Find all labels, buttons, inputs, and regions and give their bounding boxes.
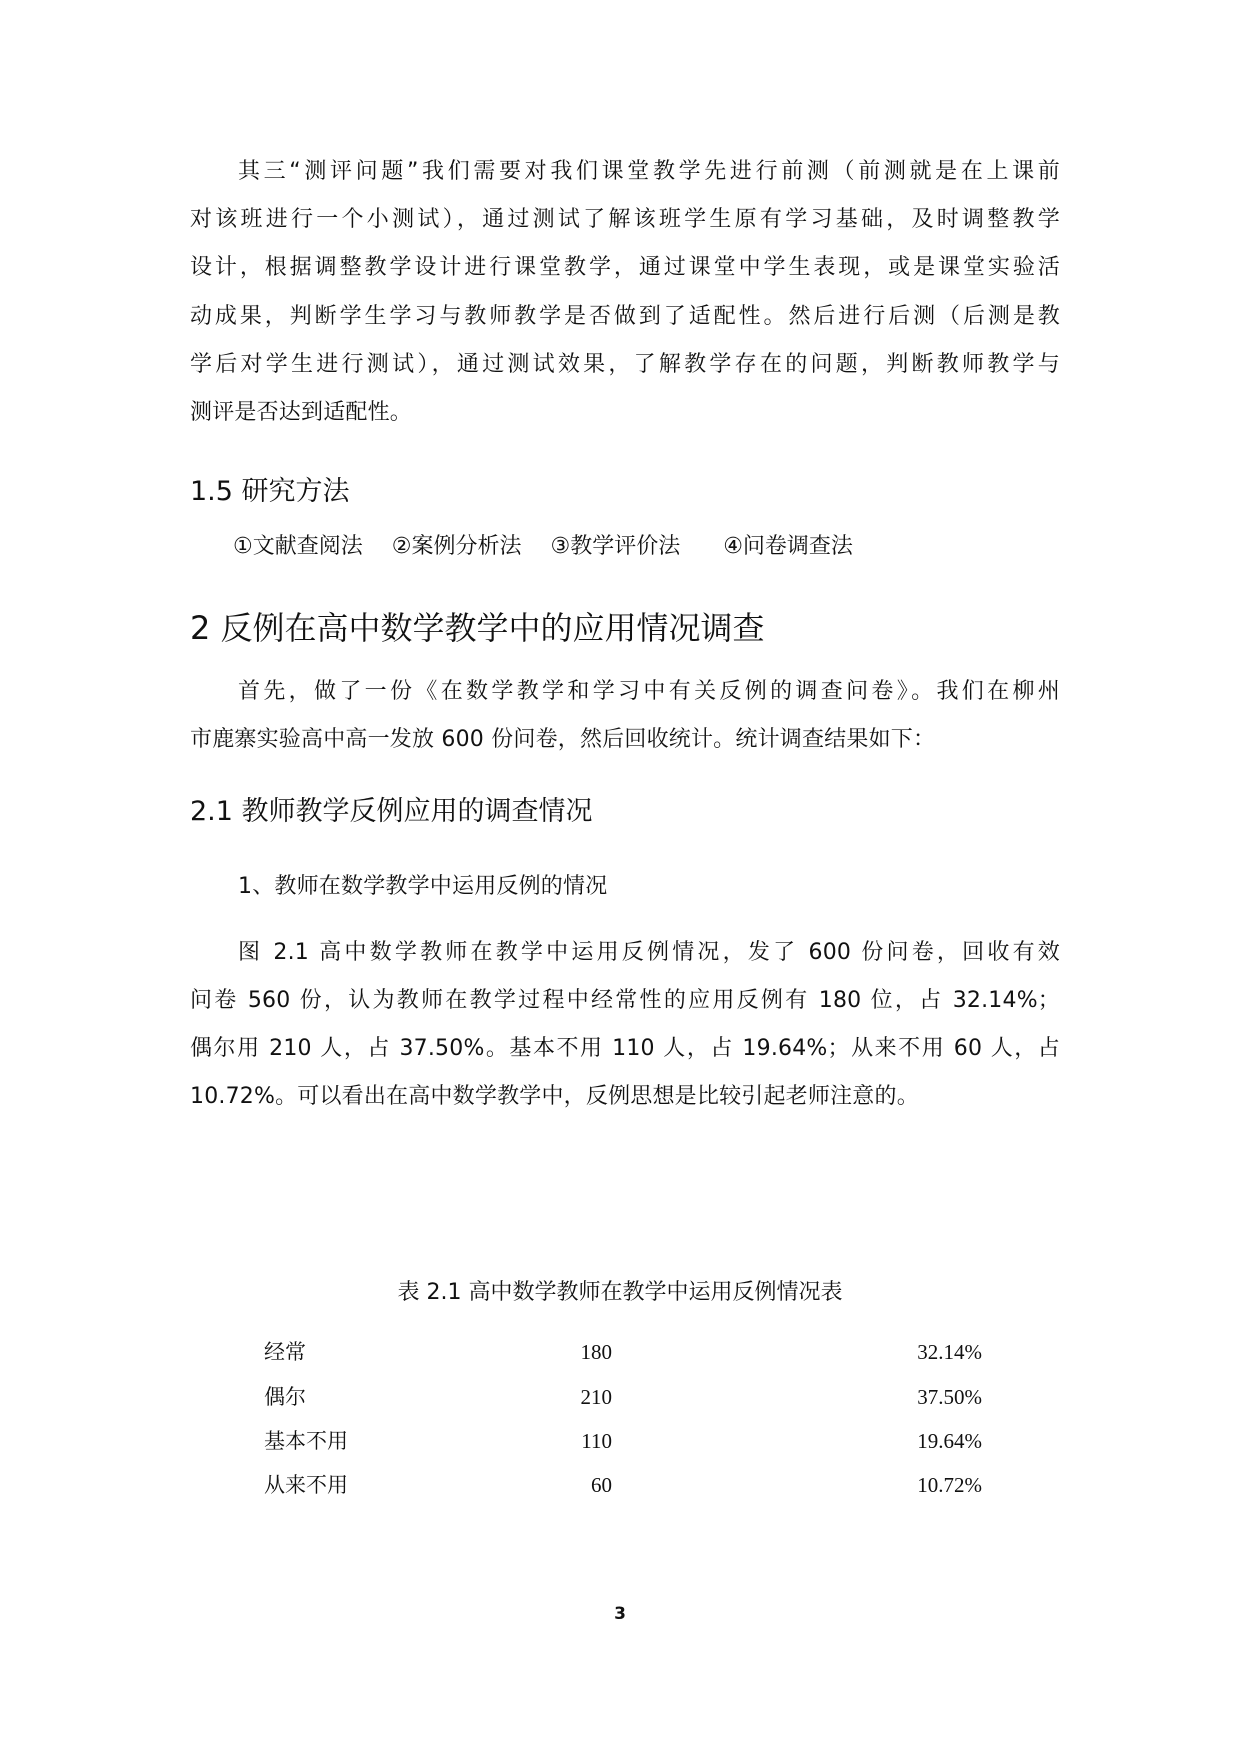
row-percent: 32.14% — [917, 1340, 982, 1364]
method-item: ④问卷调查法 — [723, 534, 853, 559]
paragraph-line: 测评是否达到适配性。 — [190, 400, 413, 425]
table-caption: 表 2.1 高中数学教师在教学中运用反例情况表 — [397, 1280, 843, 1305]
methods-list — [233, 532, 875, 562]
method-item: ①文献查阅法 — [233, 534, 363, 559]
table-row — [0, 1337, 1240, 1367]
row-percent: 19.64% — [917, 1429, 982, 1453]
row-count: 210 — [580, 1385, 612, 1409]
method-item: ③教学评价法 — [550, 534, 681, 559]
paragraph-line: 对该班进行一个小测试），通过测试了解该班学生原有学习基础，及时调整教学 — [190, 207, 1060, 232]
row-count: 180 — [580, 1340, 612, 1364]
paragraph-line: 学后对学生进行测试），通过测试效果，了解教学存在的问题，判断教师教学与 — [190, 352, 1060, 377]
paragraph-line: 市鹿寨实验高中高一发放 600 份问卷，然后回收统计。统计调查结果如下： — [190, 727, 936, 752]
table-row — [0, 1470, 1240, 1500]
row-count: 60 — [591, 1473, 612, 1497]
row-label: 基本不用 — [264, 1429, 348, 1453]
section-heading-1-5: 1.5 研究方法 — [190, 476, 350, 507]
table-row — [0, 1426, 1240, 1456]
table-row — [0, 1382, 1240, 1412]
row-label: 经常 — [264, 1340, 306, 1364]
row-label: 偶尔 — [264, 1385, 306, 1409]
paragraph-line: 首先，做了一份《在数学教学和学习中有关反例的调查问卷》。我们在柳州 — [238, 679, 1060, 704]
row-percent: 10.72% — [917, 1473, 982, 1497]
section-heading-2-1: 2.1 教师教学反例应用的调查情况 — [190, 796, 593, 827]
paragraph-line: 其三“测评问题”我们需要对我们课堂教学先进行前测（前测就是在上课前 — [238, 159, 1060, 184]
row-percent: 37.50% — [917, 1385, 982, 1409]
paragraph-line: 10.72%。可以看出在高中数学教学中，反例思想是比较引起老师注意的。 — [190, 1084, 919, 1109]
paragraph-line: 动成果，判断学生学习与教师教学是否做到了适配性。然后进行后测（后测是教 — [190, 304, 1060, 329]
row-label: 从来不用 — [264, 1473, 348, 1497]
page-number: 3 — [614, 1604, 626, 1624]
subheading-teacher-usage: 1、教师在数学教学中运用反例的情况 — [238, 874, 608, 899]
paragraph-line: 设计，根据调整教学设计进行课堂教学，通过课堂中学生表现，或是课堂实验活 — [190, 255, 1060, 280]
row-count: 110 — [581, 1429, 612, 1453]
paragraph-line: 问卷 560 份，认为教师在教学过程中经常性的应用反例有 180 位，占 32.14%； — [190, 988, 1060, 1013]
method-item: ②案例分析法 — [391, 534, 522, 559]
chapter-heading-2: 2 反例在高中数学教学中的应用情况调查 — [190, 609, 765, 647]
paragraph-line: 偶尔用 210 人，占 37.50%。基本不用 110 人，占 19.64%；从来不用 60 人，占 — [190, 1036, 1060, 1061]
paragraph-line: 图 2.1 高中数学教师在教学中运用反例情况，发了 600 份问卷，回收有效 — [238, 940, 1060, 965]
